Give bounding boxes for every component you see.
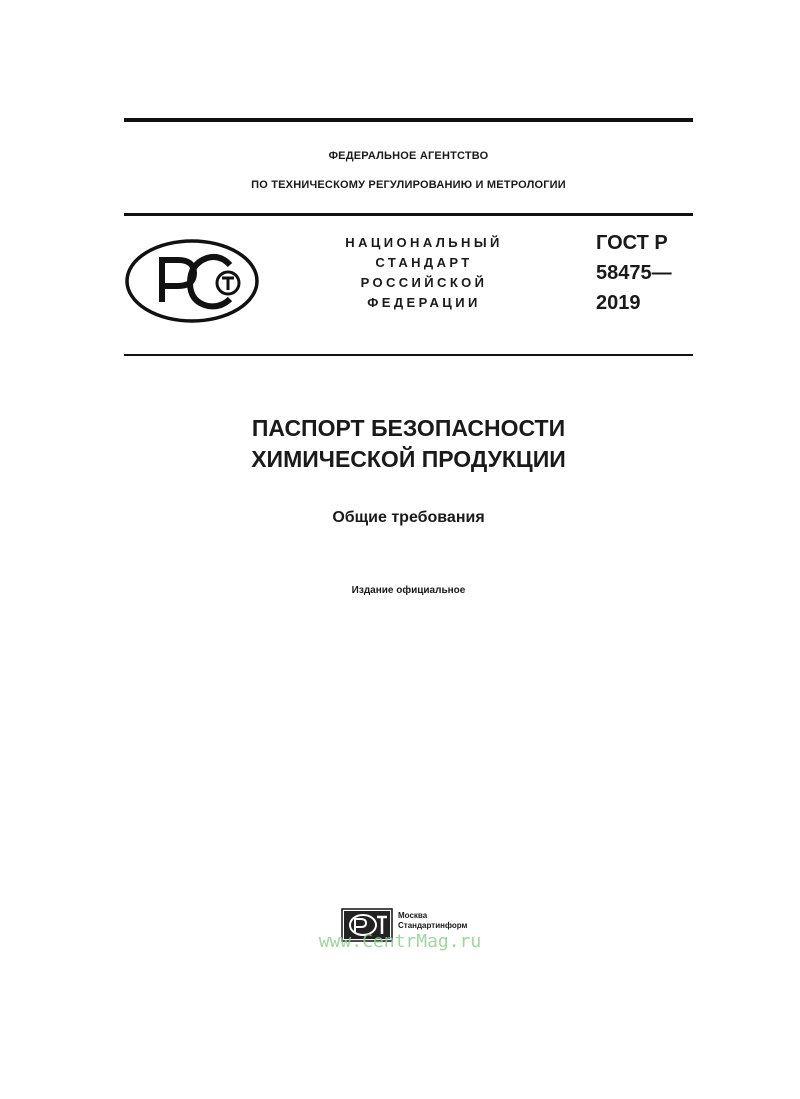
agency-line-2: ПО ТЕХНИЧЕСКОМУ РЕГУЛИРОВАНИЮ И МЕТРОЛОГИИ (251, 179, 566, 191)
gost-designation-line-3: 2019 (596, 292, 641, 314)
gost-designation-line-1: ГОСТ Р (596, 232, 668, 254)
standard-type-line-3: РОССИЙСКОЙ (360, 275, 488, 290)
header-rule (124, 213, 693, 216)
gost-designation (596, 228, 672, 318)
standard-type-line-4: ФЕДЕРАЦИИ (367, 295, 481, 310)
standard-type (300, 233, 548, 313)
agency-line-1: ФЕДЕРАЛЬНОЕ АГЕНТСТВО (328, 150, 489, 162)
publisher-city: Москва (398, 911, 428, 920)
standard-type-line-1: НАЦИОНАЛЬНЫЙ (345, 235, 503, 250)
document-title (124, 413, 693, 475)
watermark: www.CentrMag.ru (318, 931, 482, 952)
rst-emblem-icon (124, 238, 260, 329)
edition-note: Издание официальное (351, 585, 466, 596)
document-title-line-1: ПАСПОРТ БЕЗОПАСНОСТИ (251, 415, 566, 441)
document-title-line-2: ХИМИЧЕСКОЙ ПРОДУКЦИИ (251, 446, 566, 472)
standard-type-line-2: СТАНДАРТ (375, 255, 473, 270)
emblem-rule (124, 354, 693, 356)
gost-designation-line-2: 58475— (596, 262, 672, 284)
top-rule (124, 118, 693, 122)
publisher-name: Стандартинформ (398, 921, 468, 930)
document-subtitle: Общие требования (332, 509, 485, 526)
